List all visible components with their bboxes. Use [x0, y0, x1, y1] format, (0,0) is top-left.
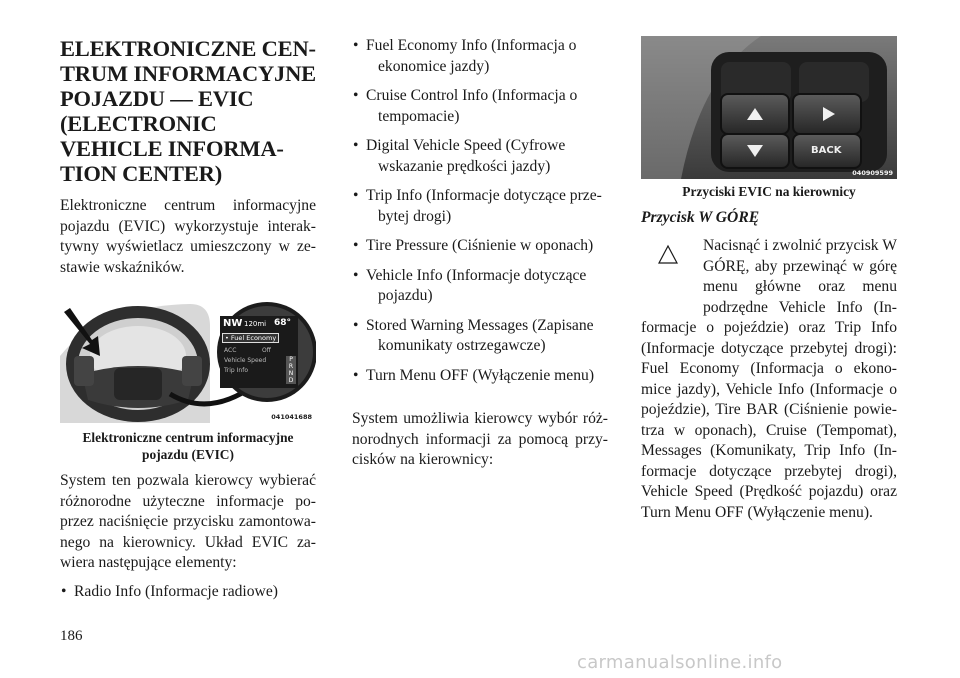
list-item [352, 366, 608, 387]
compass-readout: NW [223, 318, 243, 329]
body-paragraph: System umożliwia kierowcy wybór róż-norodnych informacji za pomocą przy-cisków na kierownicy: [352, 410, 608, 468]
feature-list [60, 582, 316, 603]
list-item-text: tempomacie) [378, 107, 460, 125]
list-item-text: Tire Pressure (Ciśnienie w oponach) [366, 237, 594, 254]
list-item-text: Vehicle Info (Informacje dotyczące [366, 266, 587, 284]
heading-line: TRUM INFORMACYJNE [60, 61, 316, 86]
steering-buttons-photo [641, 36, 897, 179]
list-item-text: Turn Menu OFF (Wyłączenie menu) [366, 366, 595, 384]
list-item [352, 36, 608, 77]
list-item [352, 86, 608, 127]
list-item-text: Stored Warning Messages (Zapisane [366, 316, 594, 334]
middle-column [352, 36, 608, 471]
evic-display [220, 316, 298, 388]
list-item-text: Cruise Control Info (Informacja o [366, 87, 578, 104]
menu-item-value: Off [262, 347, 271, 354]
gear-indicator [286, 356, 296, 384]
up-button-description [641, 236, 897, 523]
list-item-text: wskazanie prędkości jazdy) [378, 157, 551, 175]
list-item [352, 136, 608, 177]
gear-n: N [288, 370, 294, 377]
heading-line: VEHICLE INFORMA- [60, 136, 284, 161]
list-item-text: bytej drogi) [378, 207, 452, 225]
menu-item-selected: • Fuel Economy [222, 333, 279, 343]
page-number: 186 [60, 628, 83, 644]
list-item [352, 186, 608, 227]
list-item [60, 582, 316, 603]
menu-item: ACC [224, 347, 237, 354]
gear-r: R [288, 363, 294, 370]
list-item-text: Fuel Economy Info (Informacja o [366, 37, 577, 54]
body-paragraph: Nacisnąć i zwolnić przycisk W GÓRĘ, aby przewinąć w górę menu główne oraz menu podrzędne Vehicle Info (In-formacje o pojeździe) oraz Trip Info (Informacje dotyczące przebytej drogi): Fuel Economy (Informacja o ekono-mice jazdy), Vehicle Info (Informacje o pojeździe), Tire BAR (Ciśnienie powie-trza w oponach), Cruise (Tempomat), Messages (Komunikaty, Trip Info (In-formacje dotyczące przebytej drogi), Vehicle Speed (Prędkość pojazdu) oraz Turn Menu OFF (Wyłączenie menu). [641, 237, 897, 521]
list-item-text: komunikaty ostrzegawcze) [378, 337, 546, 354]
intro-paragraph: Elektroniczne centrum informacyjne pojazdu (EVIC) wykorzystuje interak-tywny wyświetlacz umieszczony w ze-stawie wskaźników. [60, 197, 316, 276]
list-item [352, 236, 608, 257]
list-item-text: Digital Vehicle Speed (Cyfrowe [366, 137, 566, 154]
menu-item: Trip Info [224, 367, 248, 374]
evic-figure [60, 296, 316, 423]
gear-d: D [288, 377, 294, 384]
list-item-text: pojazdu) [378, 287, 433, 304]
section-heading [60, 36, 316, 186]
range-readout: 120mi [244, 320, 267, 328]
feature-list [352, 36, 608, 386]
list-item [352, 316, 608, 357]
gear-p: P [289, 356, 293, 363]
watermark: carmanualsonline.info [577, 652, 783, 673]
figure-code: 041041688 [271, 413, 312, 421]
figure-code: 040909599 [852, 169, 893, 177]
list-item-text: Radio Info (Informacje radiowe) [74, 582, 278, 600]
heading-line: POJAZDU — EVIC [60, 86, 254, 111]
body-paragraph: System ten pozwala kierowcy wybierać różnorodne użyteczne informacje po-przez naciśnięcie przycisku zamontowa-nego na kierownicy. Układ EVIC za-wiera następujące elementy: [60, 472, 316, 571]
caption-line: pojazdu (EVIC) [142, 447, 234, 462]
heading-line: TION CENTER) [60, 161, 222, 186]
right-column [641, 36, 897, 523]
temp-readout: 68° [274, 318, 292, 328]
steering-buttons-figure [641, 36, 897, 179]
up-button-icon [641, 236, 703, 316]
list-item [352, 266, 608, 307]
heading-line: (ELECTRONIC [60, 111, 217, 136]
figure-caption: Przyciski EVIC na kierownicy [682, 184, 856, 199]
menu-item: Vehicle Speed [224, 357, 267, 364]
left-column [60, 36, 316, 602]
caption-line: Elektroniczne centrum informacyjne [82, 430, 294, 445]
heading-line: ELEKTRONICZNE CEN- [60, 36, 316, 61]
figure-caption [60, 429, 316, 463]
subsection-heading: Przycisk W GÓRĘ [641, 209, 760, 226]
back-button-label: BACK [811, 145, 842, 156]
list-item-text: ekonomice jazdy) [378, 57, 490, 75]
list-item-text: Trip Info (Informacje dotyczące prze- [366, 187, 602, 204]
